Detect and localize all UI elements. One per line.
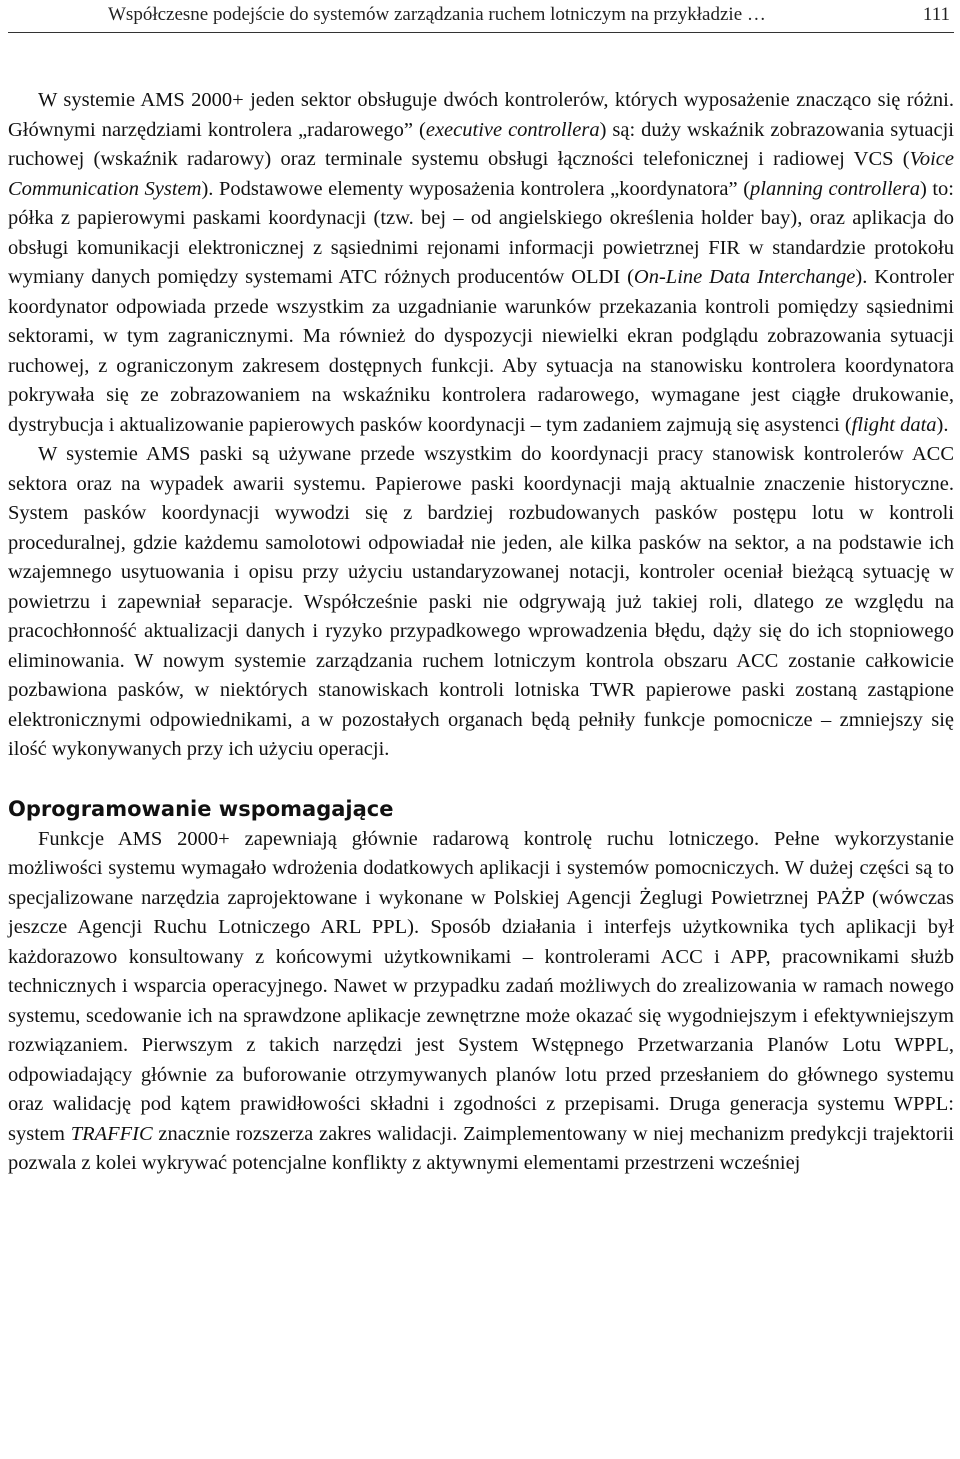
running-title: Współczesne podejście do systemów zarządzania ruchem lotniczym na przykładzie … <box>108 4 766 25</box>
paragraph-text: znacznie rozszerza zakres walidacji. Zaimplementowany w niej mechanizm predykcji trajektorii pozwala z kolei wykrywać potencjalne konflikty z aktywnymi elementami przestrzeni wcześniej <box>8 1122 954 1174</box>
italic-term: On-Line Data Interchange <box>633 266 856 288</box>
paragraph-ams-controllers <box>8 86 954 440</box>
running-head <box>108 2 952 28</box>
paragraph-text: ). Kontroler koordynator odpowiada przede wszystkim za uzgadnianie warunków przekazania kontroli pomiędzy sąsiednimi sektorami, w tym zagranicznymi. Ma również do dyspozycji niewielki ekran podglądu zobrazowania sytuacji ruchowej, z ograniczonym zakresem dostępnych funkcji. Aby sytuacja na stanowisku kontrolera koordynatora pokrywała się ze zobrazowaniem na wskaźniku kontrolera radarowego, wymagane jest ciągłe drukowanie, dystrybucja i aktualizowanie papierowych pasków koordynacji – tym zadaniem zajmują się asystenci ( <box>8 266 954 436</box>
italic-term: Voice Communication System <box>8 148 954 200</box>
page-number: 111 <box>922 4 950 25</box>
paragraph-text: ). <box>936 413 949 436</box>
italic-term: flight data <box>851 413 937 436</box>
paragraph-support-software <box>8 825 954 1179</box>
paragraph-strips: W systemie AMS paski są używane przede wszystkim do koordynacji pracy stanowisk kontrolerów ACC sektora oraz na wypadek awarii systemu. Papierowe paski koordynacji mają aktualnie znaczenie historyczne. System pasków koordynacji wywodzi się z bardziej rozbudowanych pasków postępu lotu w kontroli proceduralnej, gdzie każdemu samolotowi odpowiadał nie jeden, ale kilka pasków na sektor, a na podstawie ich wzajemnego usytuowania i opisu przy użyciu ustandaryzowanej notacji, kontroler oceniał bieżącą sytuację w powietrzu i zapewniał separacje. Współcześnie paski nie odgrywają już takiej roli, dlatego ze względu na pracochłonność aktualizacji danych i ryzyko przypadkowego wprowadzenia błędu, dąży się do ich stopniowego eliminowania. W nowym systemie zarządzania ruchem lotniczym kontrola obszaru ACC zostanie całkowicie pozbawiona pasków, w niektórych stanowiskach kontroli lotniska TWR papierowe paski zostaną zastąpione elektronicznymi odpowiednikami, a w pozostałych organach będą pełniły funkcje pomocnicze – zmniejszy się ilość wykonywanych przy ich użyciu operacji. <box>8 443 954 760</box>
header-rule <box>8 32 954 33</box>
italic-term: TRAFFIC <box>70 1122 153 1145</box>
paragraph-text: W systemie AMS 2000+ jeden sektor obsługuje dwóch kontrolerów, których wyposażenie znacząco się różni. Głównymi narzędziami kontrolera „radarowego” ( <box>8 89 954 141</box>
italic-term: executive controllera <box>425 118 600 141</box>
paragraph-text: ) są: duży wskaźnik zobrazowania sytuacji ruchowej (wskaźnik radarowy) oraz terminale systemu obsługi łączności telefonicznej i radiowej VCS ( <box>8 118 955 170</box>
paragraph-text: Funkcje AMS 2000+ zapewniają głównie radarową kontrolę ruchu lotniczego. Pełne wykorzystanie możliwości systemu wymagało wdrożenia dodatkowych aplikacji i systemów pomocniczych. W dużej części są to specjalizowane narzędzia zaprojektowane i wykonane w Polskiej Agencji Żeglugi Powietrznej PAŻP (wówczas jeszcze Agencji Ruchu Lotniczego ARL PPL). Sposób działania i interfejs użytkownika tych aplikacji był każdorazowo konsultowany z końcowymi użytkownikami – kontrolerami ACC i APP, pracownikami służb technicznych i wsparcia operacyjnego. Nawet w przypadku zadań możliwych do zrealizowania w ramach nowego systemu, scedowanie ich na sprawdzone aplikacje zewnętrzne może okazać się wygodniejszym i efektywniejszym rozwiązaniem. Pierwszym z takich narzędzi jest System Wstępnego Przetwarzania Planów Lotu WPPL, odpowiadający głównie za buforowanie otrzymywanych planów lotu przed przesłaniem do głównego systemu oraz walidację pod kątem prawidłowości składni i zgodności z przepisami. Druga generacja systemu WPPL: system <box>8 827 954 1145</box>
italic-term: planning controllera <box>750 177 920 200</box>
body-text <box>8 86 954 1179</box>
paragraph-text: ). Podstawowe elementy wyposażenia kontrolera „koordynatora” ( <box>201 177 751 200</box>
paragraph-text: ) to: półka z papierowymi paskami koordynacji (tzw. bej – od angielskiego określenia holder bay), oraz aplikacja do obsługi komunikacji elektronicznej z sąsiednimi rejonami informacji powietrznej FIR w standardzie protokołu wymiany danych pomiędzy systemami ATC różnych producentów OLDI ( <box>8 177 955 288</box>
section-heading: Oprogramowanie wspomagające <box>8 796 394 821</box>
